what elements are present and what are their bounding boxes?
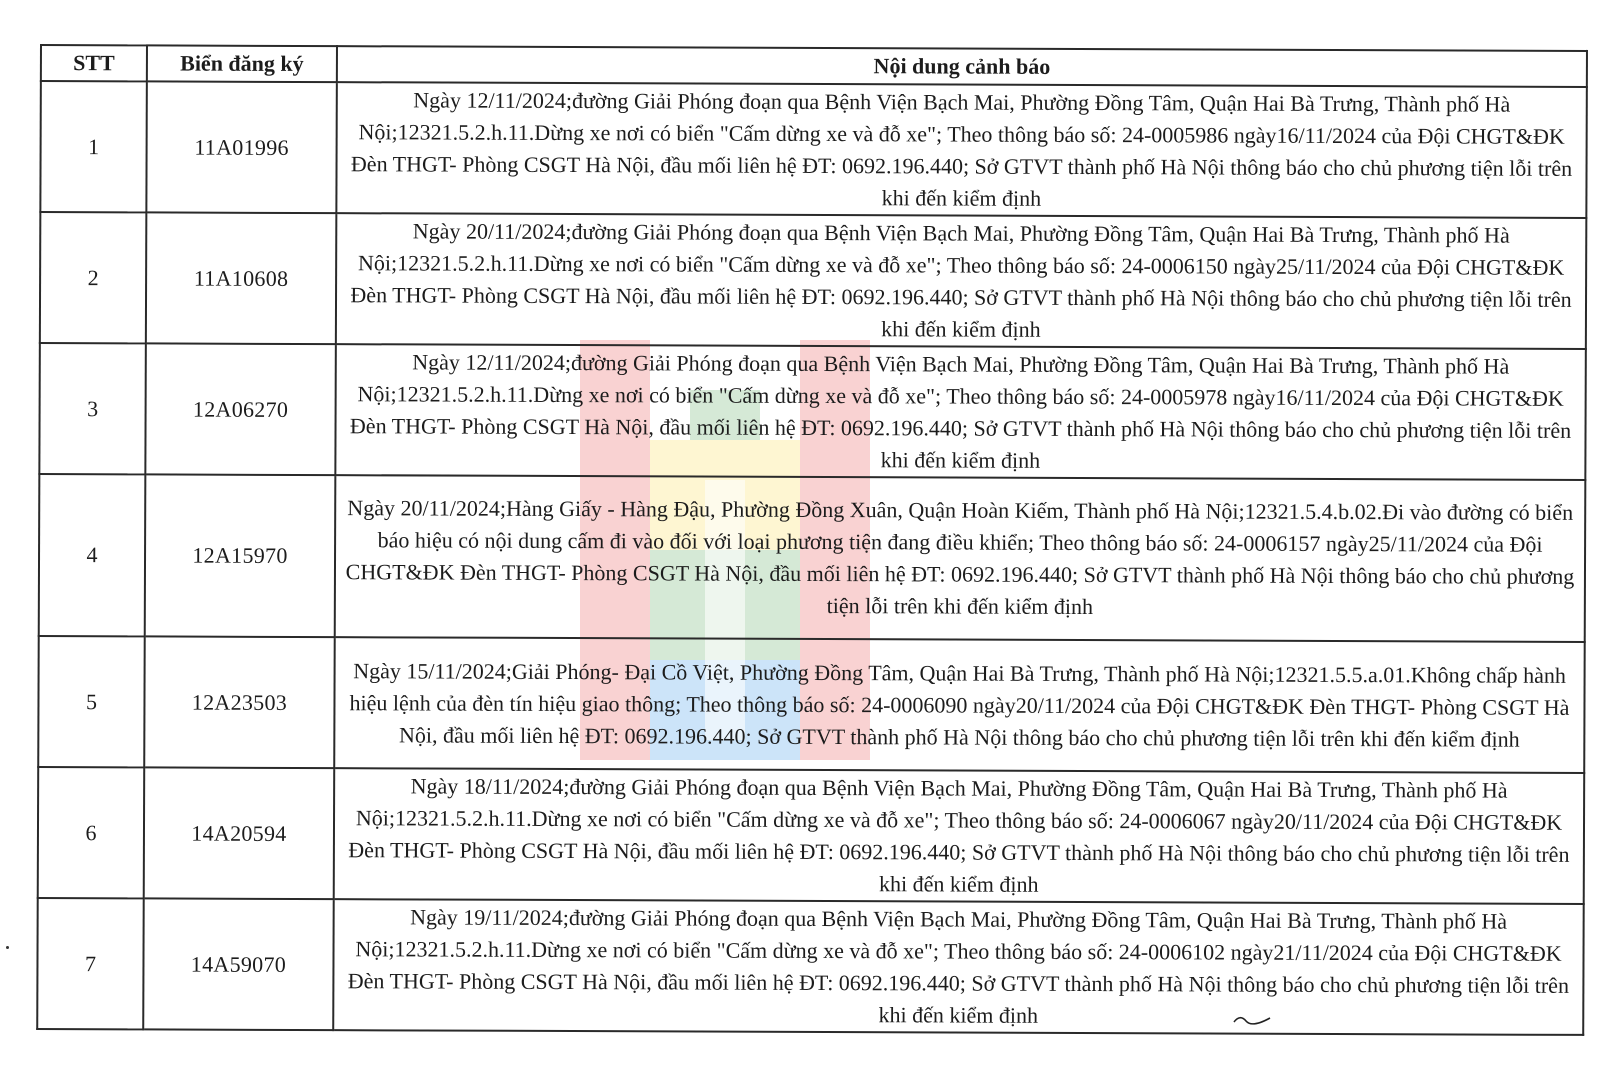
- row-stt: 7: [37, 898, 144, 1029]
- row-plate: 14A20594: [144, 767, 335, 899]
- header-stt: STT: [41, 45, 147, 81]
- row-stt: 6: [38, 767, 145, 898]
- row-content: Ngày 20/11/2024;Hàng Giấy - Hàng Đậu, Phường Đồng Xuân, Quận Hoàn Kiếm, Thành phố Hà Nội;12321.5.4.b.02.Đi vào đường có biển báo hiệu có nội dung cấm đi vào đối với loại phương tiện đang điều khiển; Theo thông báo số: 24-0006157 ngày25/11/2024 của Đội CHGT&ĐK Đèn THGT- Phòng CSGT Hà Nội, đầu mối liên hệ ĐT: 0692.196.440; Sở GTVT thành phố Hà Nội thông báo cho chủ phương tiện lỗi trên khi đến kiểm định: [335, 475, 1586, 642]
- table-row: [40, 212, 1586, 349]
- row-plate: 12A23503: [144, 636, 335, 768]
- row-content: Ngày 19/11/2024;đường Giải Phóng đoạn qua Bệnh Viện Bạch Mai, Phường Đồng Tâm, Quận Hai Bà Trưng, Thành phố Hà Nội;12321.5.2.h.11.Dừng xe nơi có biển "Cấm dừng xe và đỗ xe"; Theo thông báo số: 24-0006102 ngày21/11/2024 của Đội CHGT&ĐK Đèn THGT- Phòng CSGT Hà Nội, đầu mối liên hệ ĐT: 0692.196.440; Sở GTVT thành phố Hà Nội thông báo cho chủ phương tiện lỗi trên khi đến kiểm định: [333, 899, 1583, 1035]
- row-stt: 4: [39, 474, 146, 636]
- table-row: [38, 767, 1584, 904]
- row-content: Ngày 12/11/2024;đường Giải Phóng đoạn qua Bệnh Viện Bạch Mai, Phường Đồng Tâm, Quận Hai Bà Trưng, Thành phố Hà Nội;12321.5.2.h.11.Dừng xe nơi có biển "Cấm dừng xe và đỗ xe"; Theo thông báo số: 24-0005978 ngày16/11/2024 của Đội CHGT&ĐK Đèn THGT- Phòng CSGT Hà Nội, đầu mối liên hệ ĐT: 0692.196.440; Sở GTVT thành phố Hà Nội thông báo cho chủ phương tiện lỗi trên khi đến kiểm định: [335, 344, 1585, 480]
- row-stt: 5: [38, 636, 145, 767]
- document-sheet: [36, 44, 1586, 1036]
- header-content: Nội dung cảnh báo: [337, 46, 1587, 87]
- row-stt: 1: [40, 81, 147, 212]
- row-plate: 12A15970: [145, 474, 336, 637]
- violations-table: [36, 44, 1588, 1036]
- table-row: [38, 636, 1584, 773]
- table-row: [37, 898, 1583, 1035]
- row-plate: 11A10608: [146, 212, 337, 344]
- table-row: [40, 81, 1586, 218]
- row-content: Ngày 12/11/2024;đường Giải Phóng đoạn qua Bệnh Viện Bạch Mai, Phường Đồng Tâm, Quận Hai Bà Trưng, Thành phố Hà Nội;12321.5.2.h.11.Dừng xe nơi có biển "Cấm dừng xe và đỗ xe"; Theo thông báo số: 24-0005986 ngày16/11/2024 của Đội CHGT&ĐK Đèn THGT- Phòng CSGT Hà Nội, đầu mối liên hệ ĐT: 0692.196.440; Sở GTVT thành phố Hà Nội thông báo cho chủ phương tiện lỗi trên khi đến kiểm định: [336, 82, 1586, 218]
- table-header-row: [41, 45, 1587, 87]
- row-stt: 3: [39, 343, 146, 474]
- scan-margin-dot: [6, 946, 9, 949]
- table-row: [39, 343, 1585, 480]
- row-content: Ngày 15/11/2024;Giải Phóng- Đại Cồ Việt, Phường Đồng Tâm, Quận Hai Bà Trưng, Thành phố Hà Nội;12321.5.5.a.01.Không chấp hành hiệu lệnh của đèn tín hiệu giao thông; Theo thông báo số: 24-0006090 ngày20/11/2024 của Đội CHGT&ĐK Đèn THGT- Phòng CSGT Hà Nội, đầu mối liên hệ ĐT: 0692.196.440; Sở GTVT thành phố Hà Nội thông báo cho chủ phương tiện lỗi trên khi đến kiểm định: [334, 637, 1584, 773]
- row-plate: 11A01996: [146, 81, 337, 213]
- row-plate: 14A59070: [143, 898, 334, 1030]
- table-row: [39, 474, 1586, 642]
- row-stt: 2: [40, 212, 147, 343]
- header-plate: Biển đăng ký: [147, 45, 337, 82]
- row-content: Ngày 20/11/2024;đường Giải Phóng đoạn qua Bệnh Viện Bạch Mai, Phường Đồng Tâm, Quận Hai Bà Trưng, Thành phố Hà Nội;12321.5.2.h.11.Dừng xe nơi có biển "Cấm dừng xe và đỗ xe"; Theo thông báo số: 24-0006150 ngày25/11/2024 của Đội CHGT&ĐK Đèn THGT- Phòng CSGT Hà Nội, đầu mối liên hệ ĐT: 0692.196.440; Sở GTVT thành phố Hà Nội thông báo cho chủ phương tiện lỗi trên khi đến kiểm định: [336, 213, 1586, 349]
- row-plate: 12A06270: [145, 343, 336, 475]
- row-content: Ngày 18/11/2024;đường Giải Phóng đoạn qua Bệnh Viện Bạch Mai, Phường Đồng Tâm, Quận Hai Bà Trưng, Thành phố Hà Nội;12321.5.2.h.11.Dừng xe nơi có biển "Cấm dừng xe và đỗ xe"; Theo thông báo số: 24-0006067 ngày20/11/2024 của Đội CHGT&ĐK Đèn THGT- Phòng CSGT Hà Nội, đầu mối liên hệ ĐT: 0692.196.440; Sở GTVT thành phố Hà Nội thông báo cho chủ phương tiện lỗi trên khi đến kiểm định: [334, 768, 1584, 904]
- pen-scribble-icon: [1232, 1012, 1272, 1028]
